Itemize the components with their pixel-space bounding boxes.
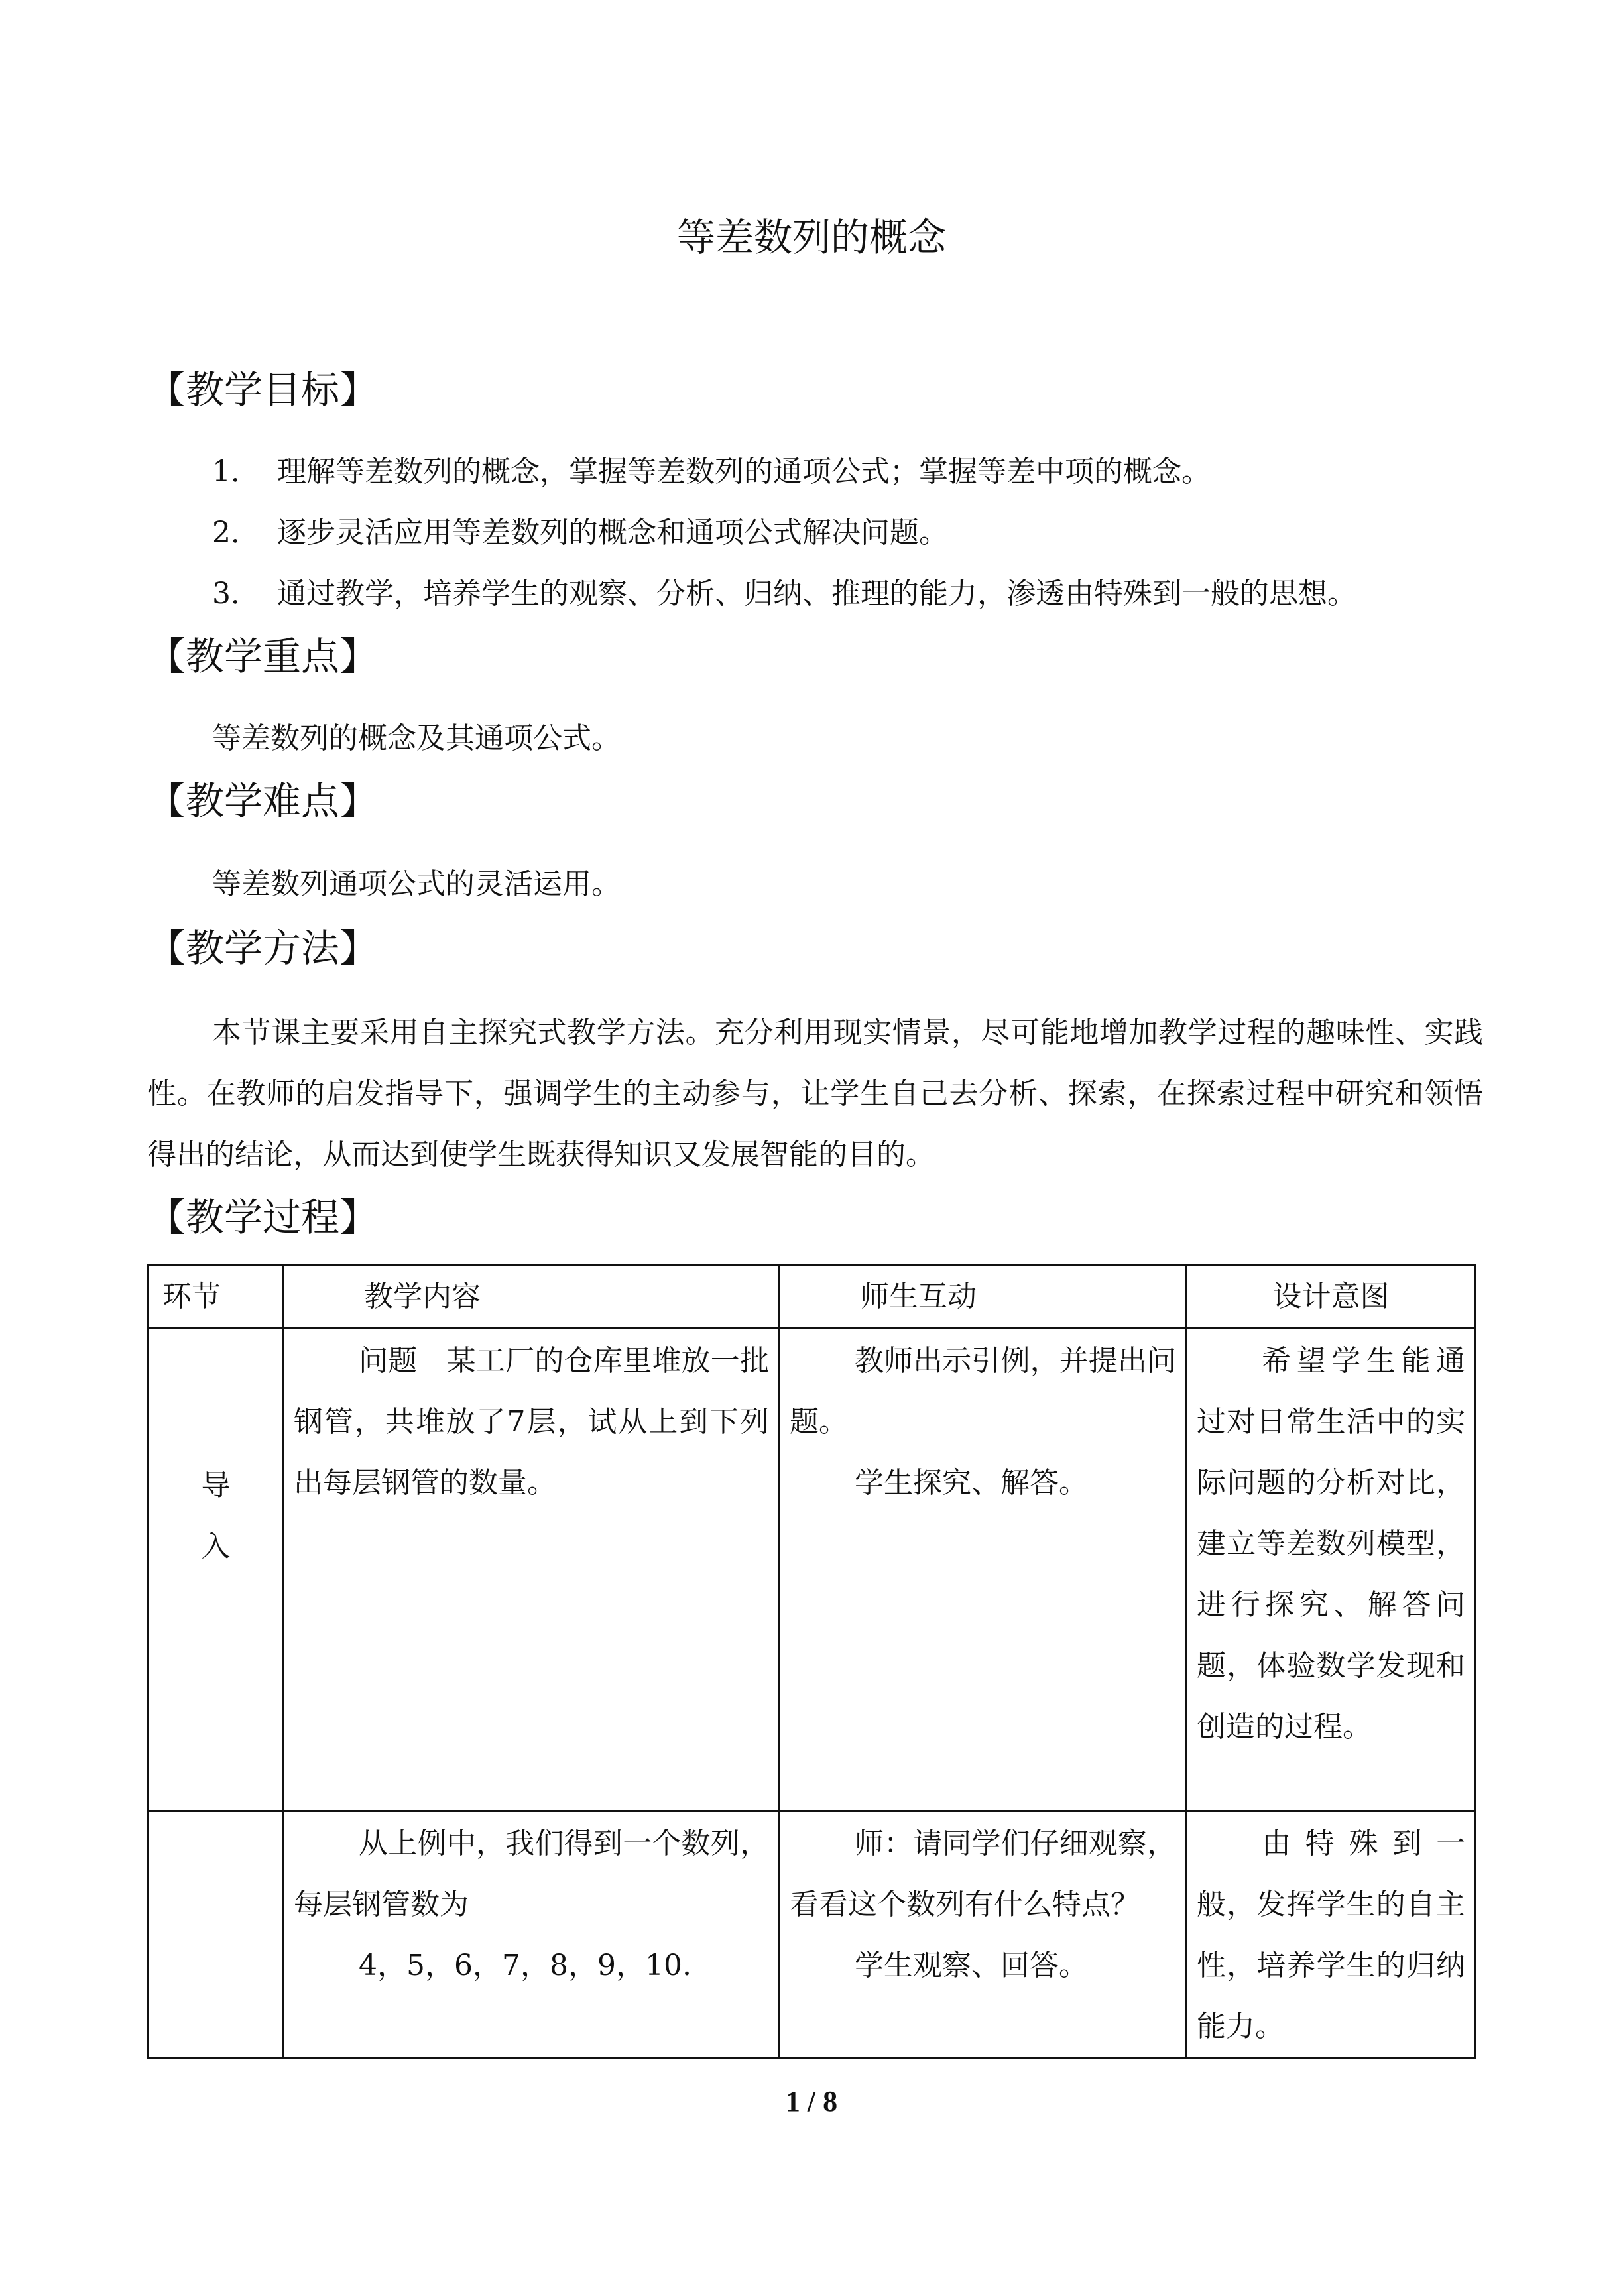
objective-text: 逐步灵活应用等差数列的概念和通项公式解决问题。: [277, 516, 948, 550]
difficulties-text: 等差数列通项公式的灵活运用。: [212, 867, 621, 901]
table-row: [149, 1329, 1476, 1811]
stage-char: 导: [201, 1469, 231, 1502]
heading-methods: 【教学方法】: [147, 926, 379, 971]
table-row: [149, 1811, 1476, 2059]
header-intent: 设计意图: [1187, 1266, 1476, 1329]
interaction-text: 教师出示引例，并提出问题。: [790, 1344, 1176, 1439]
heading-process: 【教学过程】: [147, 1195, 379, 1240]
interaction-cell: [780, 1811, 1187, 2059]
content-text: 问题 某工厂的仓库里堆放一批钢管，共堆放了7层，试从上到下列出每层钢管的数量。: [294, 1344, 769, 1500]
content-cell: [284, 1811, 780, 2059]
methods-paragraph: 本节课主要采用自主探究式教学方法。充分利用现实情景，尽可能地增加教学过程的趣味性、实践性。在教师的启发指导下，强调学生的主动参与，让学生自己去分析、探索，在探索过程中研究和领悟得出的结论，从而达到使学生既获得知识又发展智能的目的。: [147, 1016, 1483, 1172]
objective-number: 3．: [212, 577, 260, 611]
header-stage: 环节: [149, 1266, 284, 1329]
page-number: 1 / 8: [785, 2085, 838, 2118]
intent-cell: [1187, 1811, 1476, 2059]
intent-text: 希望学生能通过对日常生活中的实际问题的分析对比，建立等差数列模型，进行探究、解答问题，体验数学发现和创造的过程。: [1197, 1344, 1465, 1744]
heading-key-points: 【教学重点】: [147, 634, 379, 679]
content-cell: [284, 1329, 780, 1811]
heading-difficulties: 【教学难点】: [147, 778, 379, 823]
table-header-row: [149, 1266, 1476, 1329]
intent-text: 由特殊到一般，发挥学生的自主性，培养学生的归纳能力。: [1197, 1827, 1465, 2043]
stage-cell: [149, 1811, 284, 2059]
interaction-text: 学生观察、回答。: [855, 1949, 1088, 1982]
heading-objectives: 【教学目标】: [147, 367, 379, 412]
objective-item: [212, 513, 948, 553]
objective-number: 2．: [212, 516, 260, 550]
content-text: 从上例中，我们得到一个数列，每层钢管数为: [294, 1827, 769, 1921]
header-content: 教学内容: [284, 1266, 780, 1329]
objective-text: 理解等差数列的概念，掌握等差数列的通项公式；掌握等差中项的概念。: [277, 455, 1211, 489]
objective-item: [212, 574, 1356, 614]
header-interaction: 师生互动: [780, 1266, 1187, 1329]
process-table: [147, 1264, 1476, 2059]
interaction-cell: [780, 1329, 1187, 1811]
stage-cell: [149, 1329, 284, 1811]
intent-cell: [1187, 1329, 1476, 1811]
content-sequence: 4，5，6，7，8，9，10.: [359, 1949, 691, 1982]
objective-item: [212, 452, 1211, 492]
interaction-text: 师：请同学们仔细观察，看看这个数列有什么特点？: [790, 1827, 1176, 1921]
key-points-text: 等差数列的概念及其通项公式。: [212, 721, 621, 755]
objective-number: 1．: [212, 455, 260, 489]
page-title: 等差数列的概念: [676, 215, 946, 260]
stage-char: 入: [201, 1530, 231, 1563]
objective-text: 通过教学，培养学生的观察、分析、归纳、推理的能力，渗透由特殊到一般的思想。: [277, 577, 1356, 611]
interaction-text: 学生探究、解答。: [855, 1466, 1088, 1500]
